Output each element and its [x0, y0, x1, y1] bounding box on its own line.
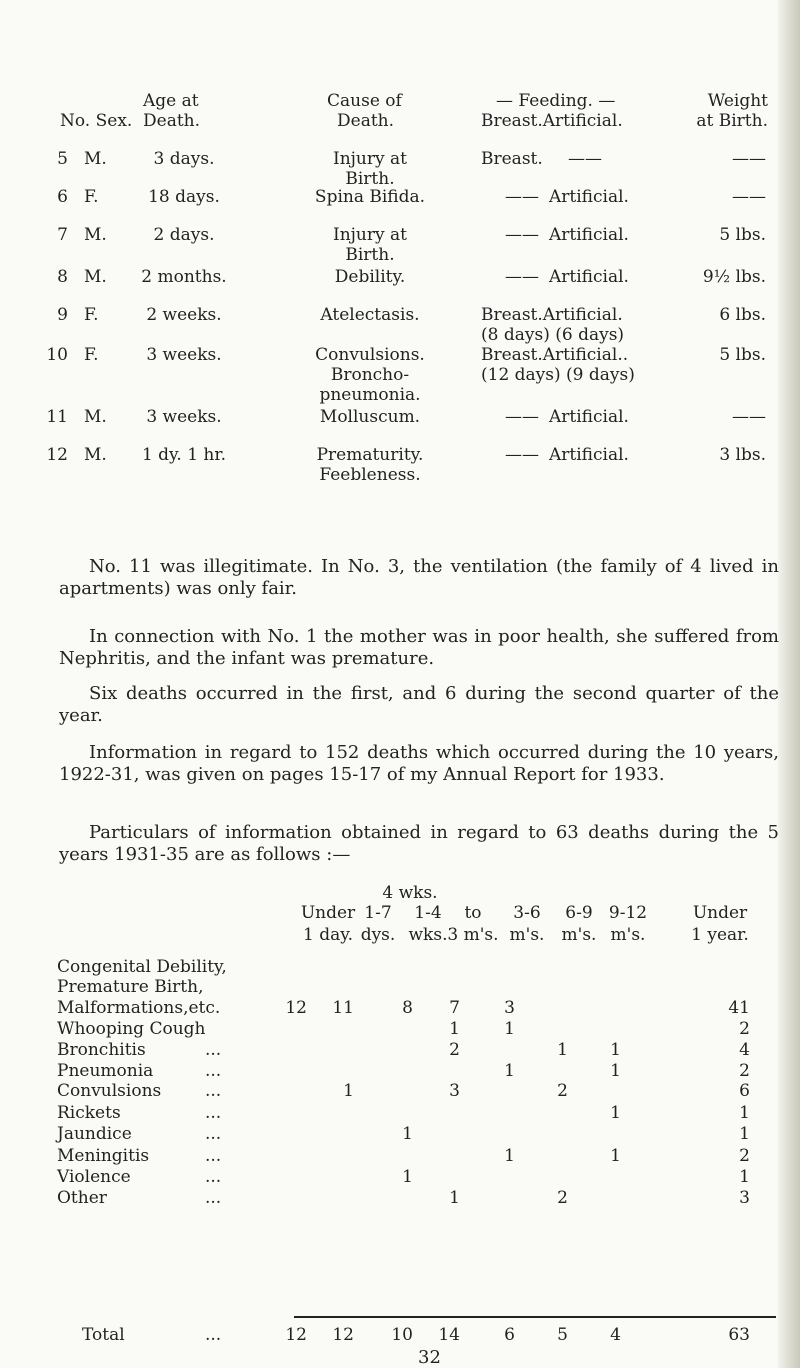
row-no: 7 [57, 225, 68, 245]
summary-cell: 1 [610, 1040, 621, 1060]
row-age: 18 days. [148, 187, 220, 207]
row-cause-line2: Feebleness. [319, 465, 421, 485]
summary-cell: 12 [285, 998, 307, 1018]
summary-col-header-line2: 1 year. [691, 925, 749, 945]
summary-total-dots: ... [205, 1325, 222, 1345]
row-feeding-breast: —— [505, 445, 539, 465]
row-sex: F. [84, 345, 99, 365]
summary-cell: 41 [728, 998, 750, 1018]
row-age: 2 weeks. [146, 305, 222, 325]
summary-total-cell: 6 [504, 1325, 515, 1345]
total-rule [294, 1316, 776, 1318]
summary-cell: 1 [504, 1061, 515, 1081]
row-no: 9 [57, 305, 68, 325]
summary-col-header-line1: 1-4 [414, 903, 442, 923]
summary-cell: 11 [332, 998, 354, 1018]
paragraph-2 [59, 626, 779, 670]
summary-total-cell: 12 [332, 1325, 354, 1345]
summary-col-header-line1: 3-6 [513, 903, 541, 923]
row-feeding: Breast.Artificial.. [481, 345, 629, 365]
header-age-line1: Age at [143, 91, 199, 111]
summary-cell: 1 [504, 1146, 515, 1166]
row-cause-line1: Debility. [334, 267, 406, 287]
summary-row-label: Whooping Cough [57, 1019, 206, 1039]
summary-total-cell: 12 [285, 1325, 307, 1345]
summary-row-label: Violence [57, 1167, 131, 1187]
row-cause-line1: Molluscum. [319, 407, 421, 427]
summary-row-label: Meningitis [57, 1146, 150, 1166]
row-no: 10 [46, 345, 68, 365]
summary-cell: 2 [739, 1146, 750, 1166]
summary-row-label: Convulsions [57, 1081, 162, 1101]
summary-row-label: Bronchitis [57, 1040, 146, 1060]
summary-cell: 1 [557, 1040, 568, 1060]
header-feeding-line1: — Feeding. — [496, 91, 616, 111]
row-weight: —— [732, 149, 766, 169]
row-feeding-breast: —— [505, 225, 539, 245]
row-no: 11 [46, 407, 68, 427]
row-age: 3 days. [153, 149, 215, 169]
summary-col-header-line2: wks. [408, 925, 448, 945]
row-age: 3 weeks. [146, 345, 222, 365]
row-feeding-artificial: Artificial. [549, 187, 629, 207]
summary-total-label: Total [82, 1325, 125, 1345]
header-age-line2: Death. [143, 111, 201, 131]
summary-cell: 1 [739, 1103, 750, 1123]
paragraph-3 [59, 683, 779, 727]
paragraph-3-text: Six deaths occurred in the first, and 6 during the second quarter of the year. [59, 683, 779, 726]
row-cause-line1: Injury at [333, 225, 407, 245]
row-cause-line3: pneumonia. [319, 385, 421, 405]
row-feeding-artificial: —— [568, 149, 602, 169]
paragraph-4 [59, 742, 779, 786]
row-no: 8 [57, 267, 68, 287]
row-no: 5 [57, 149, 68, 169]
summary-row-dots: ... [205, 1061, 222, 1081]
paragraph-1-text: No. 11 was illegitimate. In No. 3, the ventilation (the family of 4 lived in apartments) was only fair. [59, 556, 779, 599]
summary-cell: 1 [739, 1124, 750, 1144]
summary-cell: 1 [449, 1019, 460, 1039]
summary-row-label: Other [57, 1188, 107, 1208]
row-feeding: Breast.Artificial. [481, 305, 623, 325]
row-cause-line1: Injury at [333, 149, 407, 169]
summary-col-header-line1: to [464, 903, 482, 923]
summary-cell: 6 [739, 1081, 750, 1101]
summary-cell: 1 [610, 1146, 621, 1166]
row-age: 2 months. [141, 267, 227, 287]
header-cause-line2: Death. [337, 111, 395, 131]
summary-cell: 7 [449, 998, 460, 1018]
summary-col-header-line1: 6-9 [565, 903, 593, 923]
paragraph-1 [59, 556, 779, 600]
row-weight: 3 lbs. [719, 445, 766, 465]
summary-row-label: Pneumonia [57, 1061, 154, 1081]
row-feeding-breast: —— [505, 187, 539, 207]
row-feeding-breast: —— [505, 407, 539, 427]
summary-row-dots: ... [205, 1081, 222, 1101]
summary-total-cell: 5 [557, 1325, 568, 1345]
row-feeding-artificial: Artificial. [549, 445, 629, 465]
summary-row-label: Jaundice [57, 1124, 132, 1144]
header-no-sex: No. Sex. [60, 111, 133, 131]
header-weight-line2: at Birth. [696, 111, 768, 131]
summary-row-dots: ... [205, 1103, 222, 1123]
summary-col-header-line1: 1-7 [364, 903, 392, 923]
row-cause-line1: Prematurity. [316, 445, 424, 465]
summary-col-header-line1: Under [692, 903, 748, 923]
summary-cell: 4 [739, 1040, 750, 1060]
summary-col-header-line1: Under [300, 903, 356, 923]
summary-cell: 3 [449, 1081, 460, 1101]
row-feeding-days: (12 days) (9 days) [481, 365, 635, 385]
summary-total-cell: 14 [438, 1325, 460, 1345]
summary-cell: 2 [557, 1188, 568, 1208]
header-cause-line1: Cause of [327, 91, 402, 111]
row-cause-line1: Atelectasis. [320, 305, 420, 325]
paragraph-5 [59, 822, 779, 866]
summary-col-header-line1: 9-12 [608, 903, 648, 923]
summary-row-dots: ... [205, 1146, 222, 1166]
summary-col-header-line2: m's. [509, 925, 545, 945]
row-feeding-breast: —— [505, 267, 539, 287]
summary-cell: 8 [402, 998, 413, 1018]
summary-cell: 3 [739, 1188, 750, 1208]
summary-cell: 2 [739, 1019, 750, 1039]
header-weight-line1: Weight [707, 91, 768, 111]
row-weight: 6 lbs. [719, 305, 766, 325]
row-cause-line2: Broncho- [330, 365, 410, 385]
summary-row-dots: ... [205, 1124, 222, 1144]
row-no: 6 [57, 187, 68, 207]
row-weight: —— [732, 187, 766, 207]
summary-row-dots: ... [205, 1167, 222, 1187]
summary-cell: 1 [402, 1167, 413, 1187]
header-feeding-line2: Breast.Artificial. [481, 111, 623, 131]
row-feeding-artificial: Artificial. [549, 407, 629, 427]
row-sex: M. [84, 267, 107, 287]
summary-cell: 1 [343, 1081, 354, 1101]
summary-cell: 2 [557, 1081, 568, 1101]
row-age: 1 dy. 1 hr. [141, 445, 227, 465]
summary-total-cell: 63 [728, 1325, 750, 1345]
summary-col-header-line2: 3 m's. [447, 925, 499, 945]
row-sex: M. [84, 149, 107, 169]
row-feeding-days: (8 days) (6 days) [481, 325, 625, 345]
summary-cell: 1 [504, 1019, 515, 1039]
summary-cell: 1 [449, 1188, 460, 1208]
summary-total-cell: 4 [610, 1325, 621, 1345]
summary-cell: 2 [739, 1061, 750, 1081]
summary-row-dots: ... [205, 1040, 222, 1060]
row-sex: M. [84, 445, 107, 465]
row-sex: M. [84, 407, 107, 427]
row-sex: F. [84, 305, 99, 325]
summary-col-header-line2: m's. [561, 925, 597, 945]
row-cause-line1: Convulsions. [315, 345, 425, 365]
summary-cell: 1 [610, 1103, 621, 1123]
summary-row-label: Rickets [57, 1103, 121, 1123]
summary-cell: 1 [402, 1124, 413, 1144]
summary-col-header-line2: m's. [610, 925, 646, 945]
row-no: 12 [46, 445, 68, 465]
paragraph-4-text: Information in regard to 152 deaths which occurred during the 10 years, 1922-31, was given on pages 15-17 of my Annual Report for 1933. [59, 742, 779, 785]
paragraph-5-text: Particulars of information obtained in regard to 63 deaths during the 5 years 1931-35 are as follows :— [59, 822, 779, 865]
row-weight: 5 lbs. [719, 225, 766, 245]
summary-col-header-line2: 1 day. [303, 925, 353, 945]
row-sex: M. [84, 225, 107, 245]
summary-total-cell: 10 [391, 1325, 413, 1345]
row-cause-line1: Spina Bifida. [314, 187, 426, 207]
summary-cell: 1 [610, 1061, 621, 1081]
row-cause-line2: Birth. [345, 245, 395, 265]
page-edge-shadow [778, 0, 800, 1368]
row-age: 2 days. [153, 225, 215, 245]
row-cause-line2: Birth. [345, 169, 395, 189]
summary-label-extra-2: Premature Birth, [57, 977, 204, 997]
summary-header-top: 4 wks. [382, 883, 438, 903]
row-feeding-breast: Breast. [481, 149, 543, 169]
row-feeding-artificial: Artificial. [549, 225, 629, 245]
summary-row-label: Malformations,etc. [57, 998, 221, 1018]
summary-cell: 3 [504, 998, 515, 1018]
row-age: 3 weeks. [146, 407, 222, 427]
row-sex: F. [84, 187, 99, 207]
summary-label-extra-1: Congenital Debility, [57, 957, 227, 977]
row-weight: 9½ lbs. [702, 267, 766, 287]
summary-row-dots: ... [205, 1188, 222, 1208]
summary-cell: 1 [739, 1167, 750, 1187]
row-weight: 5 lbs. [719, 345, 766, 365]
row-feeding-artificial: Artificial. [549, 267, 629, 287]
page-number: 32 [418, 1347, 441, 1368]
summary-cell: 2 [449, 1040, 460, 1060]
paragraph-2-text: In connection with No. 1 the mother was in poor health, she suffered from Nephritis, and the infant was premature. [59, 626, 779, 669]
summary-col-header-line2: dys. [360, 925, 396, 945]
row-weight: —— [732, 407, 766, 427]
